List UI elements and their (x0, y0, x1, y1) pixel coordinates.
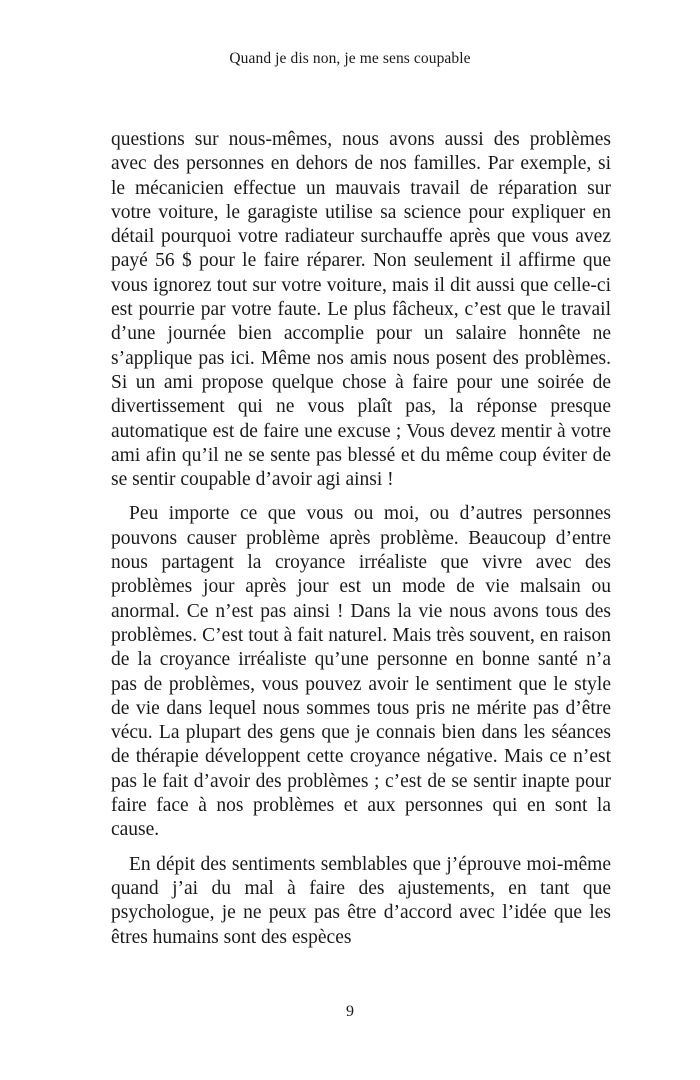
page-number: 9 (346, 1003, 354, 1020)
body-text (111, 128, 611, 950)
paragraph: Peu importe ce que vous ou moi, ou d’autres personnes pouvons causer problème après problème. Beaucoup d’entre nous partagent la croyance irréaliste que vivre avec des problèmes jour après jour est un mode de vie malsain ou anormal. Ce n’est pas ainsi ! Dans la vie nous avons tous des problèmes. C’est tout à fait naturel. Mais très souvent, en raison de la croyance irréaliste qu’une personne en bonne santé n’a pas de problèmes, vous pouvez avoir le sentiment que le style de vie dans lequel nous sommes tous pris ne mérite pas d’être vécu. La plupart des gens que je connais bien dans les séances de thérapie développent cette croyance négative. Mais ce n’est pas le fait d’avoir des problèmes ; c’est de se sentir inapte pour faire face à nos problèmes et aux personnes qui en sont la cause. (111, 503, 611, 841)
running-head: Quand je dis non, je me sens coupable (229, 50, 471, 67)
paragraph: En dépit des sentiments semblables que j’éprouve moi-même quand j’ai du mal à faire des ajustements, en tant que psychologue, je ne peux pas être d’accord avec l’idée que les êtres humains sont des espèces (111, 853, 611, 948)
paragraph-continued: questions sur nous-mêmes, nous avons aussi des problèmes avec des personnes en dehors de nos familles. Par exemple, si le mécanicien effectue un mauvais travail de réparation sur votre voiture, le garagiste utilise sa science pour expliquer en détail pourquoi votre radiateur surchauffe après que vous avez payé 56 $ pour le faire réparer. Non seulement il affirme que vous ignorez tout sur votre voiture, mais il dit aussi que celle-ci est pourrie par votre faute. Le plus fâcheux, c’est que le travail d’une journée bien accomplie pour un salaire honnête ne s’applique pas ici. Même nos amis nous posent des problèmes. Si un ami propose quelque chose à faire pour une soirée de divertissement qui ne vous plaît pas, la réponse presque automatique est de faire une excuse ; Vous devez mentir à votre ami afin qu’il ne se sente pas blessé et du même coup éviter de se sentir coupable d’avoir agi ainsi ! (111, 129, 611, 491)
